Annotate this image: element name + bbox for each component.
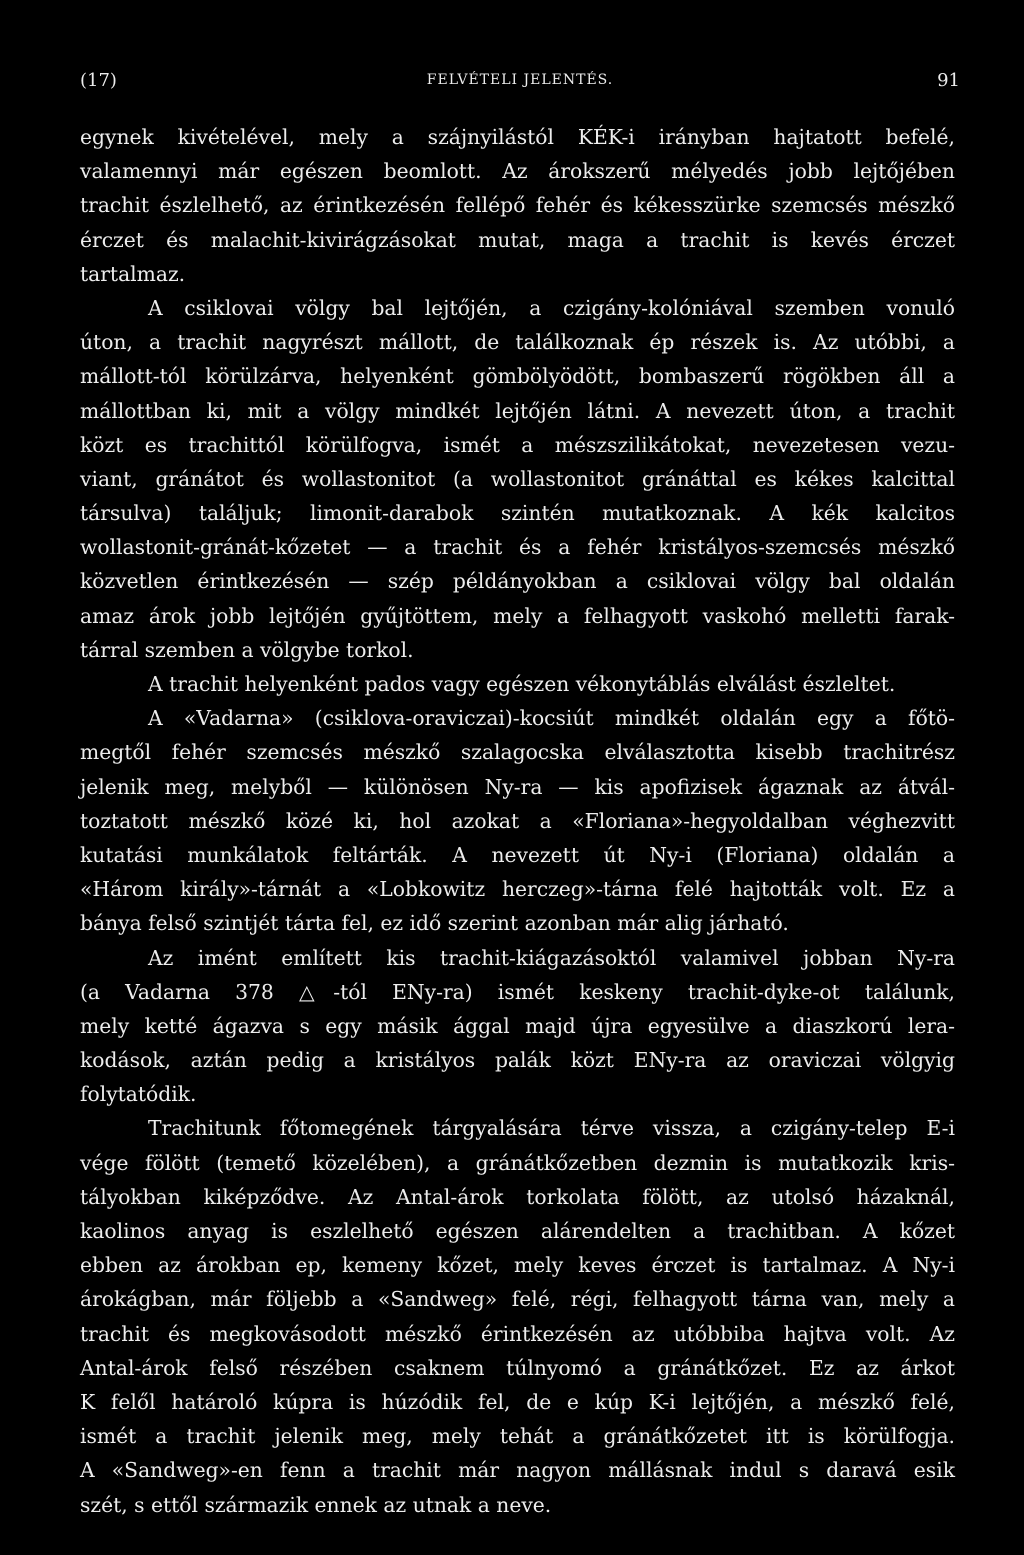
text-line: tárral szemben a völgybe torkol.	[80, 637, 414, 662]
text-line: árokágban, már följebb a «Sandweg» felé, régi, felhagyott tárna van, mely a	[80, 1287, 955, 1312]
text-line: tályokban kiképződve. Az Antal-árok torkolata fölött, az utolsó házaknál,	[80, 1184, 955, 1209]
text-line: kodások, aztán pedig a kristályos palák közt ENy-ra az oraviczai völgyig	[80, 1048, 955, 1073]
text-line: egynek kivételével, mely a szájnyilástól KÉK-i irányban hajtatott befelé,	[80, 125, 955, 149]
running-header	[80, 70, 960, 96]
body-text	[80, 120, 955, 1522]
text-line: mely ketté ágazva s egy másik ággal majd újra egyesülve a diaszkorú lera-	[80, 1013, 955, 1038]
text-line: szét, s ettől származik ennek az utnak a neve.	[80, 1492, 552, 1517]
text-line: Trachitunk főtomegének tárgyalására térve vissza, a czigány-telep E-i	[148, 1116, 955, 1141]
text-line: tartalmaz.	[80, 261, 186, 286]
text-line: ismét a trachit jelenik meg, mely tehát a gránátkőzetet itt is körülfogja.	[80, 1424, 955, 1449]
text-line: folytatódik.	[80, 1082, 197, 1107]
text-line: közt es trachittól körülfogva, ismét a mészszilikátokat, nevezetesen vezu-	[80, 432, 955, 457]
text-line: érczet és malachit-kivirágzásokat mutat, maga a trachit is kevés érczet	[80, 227, 955, 252]
text-line: közvetlen érintkezésén — szép példányokban a csiklovai völgy bal oldalán	[80, 569, 955, 594]
text-line: wollastonit-gránát-kőzetet — a trachit és a fehér kristályos-szemcsés mészkő	[80, 535, 955, 560]
page-number: 91	[937, 70, 960, 91]
text-line: kutatási munkálatok feltárták. A nevezett út Ny-i (Floriana) oldalán a	[80, 842, 955, 867]
page-section-number: (17)	[80, 70, 117, 91]
text-line: úton, a trachit nagyrészt mállott, de találkoznak ép részek is. Az utóbbi, a	[80, 330, 955, 355]
text-line: valamennyi már egészen beomlott. Az árokszerű mélyedés jobb lejtőjében	[80, 159, 955, 184]
text-line: A «Sandweg»-en fenn a trachit már nagyon mállásnak indul s daravá esik	[80, 1458, 955, 1483]
text-line: toztatott mészkő közé ki, hol azokat a «Floriana»-hegyoldalban véghezvitt	[80, 808, 955, 833]
text-line: A trachit helyenként pados vagy egészen vékonytáblás elválást észleltet.	[148, 672, 896, 696]
text-line: viant, gránátot és wollastonitot (a wollastonitot gránáttal es kékes kalcittal	[80, 466, 955, 491]
text-line: kaolinos anyag is eszlelhető egészen alárendelten a trachitban. A kőzet	[80, 1219, 955, 1243]
text-line: ebben az árokban ep, kemeny kőzet, mely keves érczet is tartalmaz. A Ny-i	[80, 1253, 955, 1278]
text-line: A csiklovai völgy bal lejtőjén, a czigány-kolóniával szemben vonuló	[148, 295, 955, 320]
text-line: mállott-tól körülzárva, helyenként gömbölyödött, bombaszerű rögökben áll a	[80, 364, 955, 389]
text-line: trachit és megkovásodott mészkő érintkezésén az utóbbiba hajtva volt. Az	[80, 1321, 955, 1346]
text-line: amaz árok jobb lejtőjén gyűjtöttem, mely a felhagyott vaskohó melletti farak-	[80, 603, 955, 628]
text-line: társulva) találjuk; limonit-darabok szintén mutatkoznak. A kék kalcitos	[80, 501, 955, 526]
text-line: «Három király»-tárnát a «Lobkowitz herczeg»-tárna felé hajtották volt. Ez a	[80, 877, 955, 902]
text-line: (a Vadarna 378 △-tól ENy-ra) ismét keskeny trachit-dyke-ot találunk,	[80, 979, 955, 1004]
text-line: A «Vadarna» (csiklova-oraviczai)-kocsiút mindkét oldalán egy a főtö-	[148, 706, 955, 731]
text-line: K felől határoló kúpra is húzódik fel, de e kúp K-i lejtőjén, a mészkő felé,	[80, 1389, 955, 1414]
running-title: FELVÉTELI JELENTÉS.	[426, 72, 614, 88]
text-line: vége fölött (temető közelében), a gránátkőzetben dezmin is mutatkozik kris-	[80, 1150, 955, 1175]
text-line: mállottban ki, mit a völgy mindkét lejtőjén látni. A nevezett úton, a trachit	[80, 398, 955, 423]
text-line: trachit észlelhető, az érintkezésén fellépő fehér és kékesszürke szemcsés mészkő	[80, 193, 955, 218]
text-line: jelenik meg, melyből — különösen Ny-ra — kis apofizisek ágaznak az átvál-	[80, 774, 955, 799]
text-line: Antal-árok felső részében csaknem túlnyomó a gránátkőzet. Ez az árkot	[80, 1355, 955, 1380]
text-line: megtől fehér szemcsés mészkő szalagocska elválasztotta kisebb trachitrész	[80, 740, 955, 765]
text-line: Az imént említett kis trachit-kiágazásoktól valamivel jobban Ny-ra	[148, 945, 955, 970]
text-line: bánya felső szintjét tárta fel, ez idő szerint azonban már alig járható.	[80, 911, 789, 936]
